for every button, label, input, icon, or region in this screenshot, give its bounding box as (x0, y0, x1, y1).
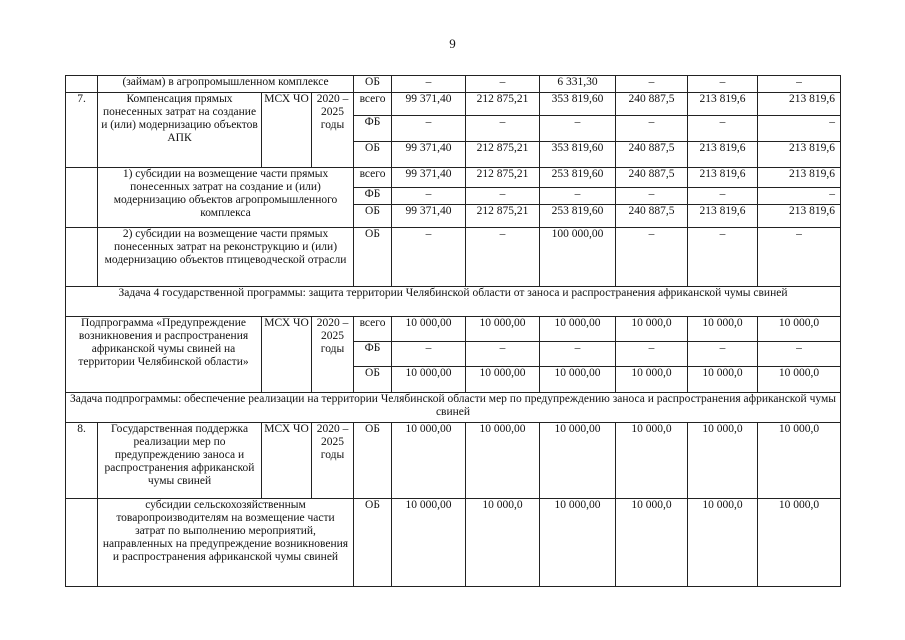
table-row (66, 317, 841, 342)
executor: МСХ ЧО (262, 93, 312, 168)
funding-source: всего (354, 317, 392, 342)
funding-source: ФБ (354, 116, 392, 142)
row-number: 7. (66, 93, 98, 168)
value-cell: 10 000,0 (758, 499, 841, 587)
page-number: 9 (449, 36, 456, 51)
value-cell: 10 000,00 (466, 423, 540, 499)
value-cell: 99 371,40 (392, 142, 466, 168)
row-name: 2) субсидии на возмещение части прямых понесенных затрат на реконструкцию и (или) модернизацию объектов птицеводческой отрасли (98, 228, 354, 287)
value-cell: – (540, 342, 616, 367)
value-cell: 10 000,0 (616, 367, 688, 393)
table-row (66, 228, 841, 287)
value-cell: – (616, 76, 688, 93)
value-cell: – (758, 228, 841, 287)
table-row (66, 393, 841, 423)
value-cell: – (688, 116, 758, 142)
value-cell: – (466, 188, 540, 205)
value-cell: 10 000,0 (616, 499, 688, 587)
section-heading: Задача подпрограммы: обеспечение реализации на территории Челябинской области мер по предупреждению заноса и распространения африканской чумы свиней (66, 393, 841, 423)
row-name: (займам) в агропромышленном комплексе (98, 76, 354, 93)
table-row (66, 168, 841, 188)
value-cell: – (466, 116, 540, 142)
value-cell: – (616, 228, 688, 287)
table-row (66, 76, 841, 93)
value-cell: – (688, 342, 758, 367)
value-cell: 253 819,60 (540, 168, 616, 188)
funding-source: ФБ (354, 188, 392, 205)
value-cell: 240 887,5 (616, 93, 688, 116)
value-cell: 6 331,30 (540, 76, 616, 93)
row-number: 8. (66, 423, 98, 499)
value-cell: 353 819,60 (540, 142, 616, 168)
value-cell: – (758, 76, 841, 93)
program-funding-table (65, 75, 841, 587)
value-cell: 10 000,0 (688, 367, 758, 393)
value-cell: 213 819,6 (688, 168, 758, 188)
funding-source: ОБ (354, 367, 392, 393)
value-cell: 353 819,60 (540, 93, 616, 116)
row-name: Государственная поддержка реализации мер по предупреждению заноса и распространения африканской чумы свиней (98, 423, 262, 499)
section-heading: Задача 4 государственной программы: защита территории Челябинской области от заноса и распространения африканской чумы свиней (66, 287, 841, 317)
value-cell: 10 000,0 (688, 317, 758, 342)
funding-source: всего (354, 168, 392, 188)
value-cell: 240 887,5 (616, 205, 688, 228)
value-cell: – (616, 116, 688, 142)
row-name: 1) субсидии на возмещение части прямых понесенных затрат на создание и (или) модернизацию объектов агропромышленного комплекса (98, 168, 354, 228)
funding-source: ОБ (354, 205, 392, 228)
value-cell: 213 819,6 (758, 205, 841, 228)
value-cell: 10 000,0 (688, 423, 758, 499)
value-cell: 213 819,6 (688, 93, 758, 116)
value-cell: – (758, 188, 841, 205)
table-row (66, 423, 841, 499)
value-cell: 10 000,00 (392, 499, 466, 587)
value-cell: 213 819,6 (688, 142, 758, 168)
value-cell: 10 000,00 (392, 367, 466, 393)
funding-source: ОБ (354, 142, 392, 168)
value-cell: – (540, 116, 616, 142)
executor: МСХ ЧО (262, 317, 312, 393)
period: 2020 – 2025 годы (312, 93, 354, 168)
value-cell: 100 000,00 (540, 228, 616, 287)
value-cell: 10 000,00 (392, 317, 466, 342)
value-cell: 213 819,6 (758, 168, 841, 188)
value-cell: 10 000,0 (616, 423, 688, 499)
value-cell: – (616, 342, 688, 367)
value-cell: 253 819,60 (540, 205, 616, 228)
table-row (66, 287, 841, 317)
table-row (66, 499, 841, 587)
value-cell: 10 000,0 (466, 499, 540, 587)
value-cell: – (758, 116, 841, 142)
value-cell: 99 371,40 (392, 168, 466, 188)
funding-source: ОБ (354, 499, 392, 587)
value-cell: – (466, 228, 540, 287)
value-cell: 10 000,00 (540, 367, 616, 393)
value-cell: 212 875,21 (466, 142, 540, 168)
value-cell: – (392, 116, 466, 142)
value-cell: – (758, 342, 841, 367)
value-cell: 10 000,0 (616, 317, 688, 342)
value-cell: 10 000,0 (688, 499, 758, 587)
value-cell: 99 371,40 (392, 205, 466, 228)
value-cell: 212 875,21 (466, 93, 540, 116)
value-cell: 10 000,00 (392, 423, 466, 499)
funding-source: ОБ (354, 228, 392, 287)
value-cell: – (466, 76, 540, 93)
period: 2020 – 2025 годы (312, 423, 354, 499)
value-cell: 10 000,00 (540, 317, 616, 342)
funding-source: всего (354, 93, 392, 116)
value-cell: 10 000,0 (758, 367, 841, 393)
value-cell: – (688, 76, 758, 93)
value-cell: 10 000,0 (758, 317, 841, 342)
period: 2020 – 2025 годы (312, 317, 354, 393)
value-cell: 212 875,21 (466, 205, 540, 228)
value-cell: 240 887,5 (616, 142, 688, 168)
row-name: субсидии сельскохозяйственным товаропроизводителям на возмещение части затрат по выполнению мероприятий, направленных на предупреждение возникновения и распространения африканской чумы свиней (98, 499, 354, 587)
value-cell: 10 000,00 (466, 367, 540, 393)
value-cell: – (392, 188, 466, 205)
executor: МСХ ЧО (262, 423, 312, 499)
value-cell: 213 819,6 (758, 142, 841, 168)
value-cell: 10 000,00 (540, 499, 616, 587)
value-cell: – (392, 342, 466, 367)
row-name: Подпрограмма «Предупреждение возникновения и распространения африканской чумы свиней на территории Челябинской области» (66, 317, 262, 393)
table-row (66, 93, 841, 116)
value-cell: 99 371,40 (392, 93, 466, 116)
value-cell: – (392, 76, 466, 93)
value-cell: 213 819,6 (758, 93, 841, 116)
value-cell: 10 000,00 (540, 423, 616, 499)
funding-source: ФБ (354, 342, 392, 367)
value-cell: – (466, 342, 540, 367)
value-cell: – (688, 228, 758, 287)
funding-source: ОБ (354, 76, 392, 93)
value-cell: – (392, 228, 466, 287)
value-cell: – (688, 188, 758, 205)
value-cell: 213 819,6 (688, 205, 758, 228)
value-cell: – (540, 188, 616, 205)
value-cell: 10 000,00 (466, 317, 540, 342)
row-name: Компенсация прямых понесенных затрат на создание и (или) модернизацию объектов АПК (98, 93, 262, 168)
value-cell: 10 000,0 (758, 423, 841, 499)
value-cell: – (616, 188, 688, 205)
value-cell: 240 887,5 (616, 168, 688, 188)
funding-source: ОБ (354, 423, 392, 499)
value-cell: 212 875,21 (466, 168, 540, 188)
